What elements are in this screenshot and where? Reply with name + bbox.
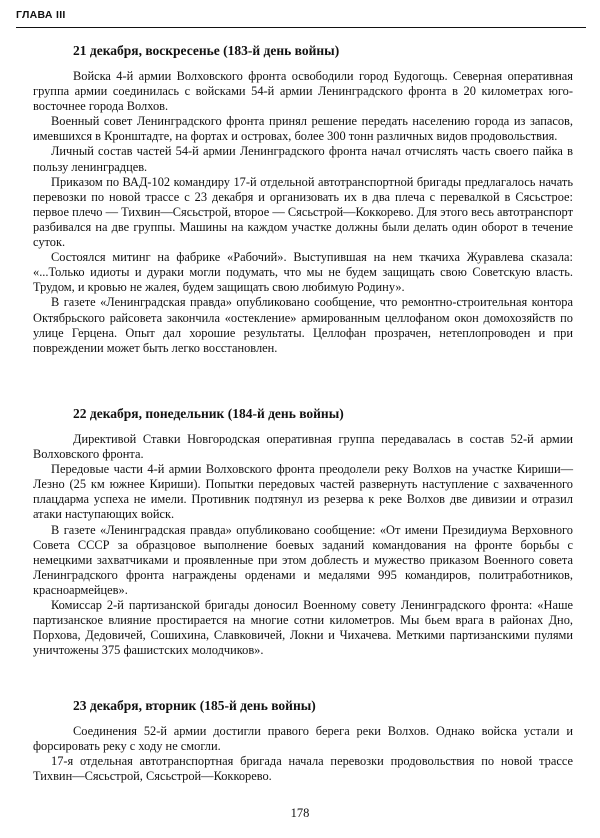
section-heading: 21 декабря, воскресенье (183-й день войны) (73, 43, 340, 58)
paragraph: Войска 4-й армии Волховского фронта освободили город Будогощь. Северная оперативная группа армии соединилась с войсками 54-й армии Ленинградского фронта в 20 километрах юго-восточнее города Волхов. (33, 69, 573, 114)
section-dec-21 (33, 42, 573, 356)
paragraph: Соединения 52-й армии достигли правого берега реки Волхов. Однако войска устали и форсировать реку с ходу не смогли. (33, 724, 573, 754)
section-dec-22 (33, 405, 573, 658)
paragraph: Приказом по ВАД-102 командиру 17-й отдельной автотранспортной бригады предлагалось начать перевозки по новой трассе с 23 декабря и организовать их в два плеча с перевалкой в Сясьстрое: первое плечо — Тихвин—Сясьстрой, второе — Сясьстрой—Коккорево. Для этого весь автотранспорт разбивался на две группы. Машины на каждом участке должны были делать один оборот в течение суток. (33, 174, 573, 250)
paragraph: Состоялся митинг на фабрике «Рабочий». Выступившая на нем ткачиха Журавлева сказала: «...Только идиоты и дураки могли подумать, что мы не будем защищать свою Советскую власть. Трудом, и кровью не жалея, будем защищать свою любимую Родину». (33, 250, 573, 295)
paragraph: Комиссар 2-й партизанской бригады доносил Военному совету Ленинградского фронта: «Наше партизанское влияние простирается на многие сотни километров. Мы бьем врага в районах Дно, Порхова, Дедовичей, Сошихина, Славковичей, Локни и Чихачева. Меткими партизанскими пулями уничтожены 375 фашистских молодчиков». (33, 598, 573, 658)
paragraph: Передовые части 4-й армии Волховского фронта преодолели реку Волхов на участке Кириши—Лезно (25 км южнее Кириши). Попытки передовых частей развернуть наступление с захваченного плацдарма успеха не имели. Противник подтянул из резерва к реке Волхов две дивизии и отразил атаки наступающих войск. (33, 462, 573, 522)
paragraph: Личный состав частей 54-й армии Ленинградского фронта начал отчислять часть своего пайка в пользу ленинградцев. (33, 144, 573, 174)
paragraph: Директивой Ставки Новгородская оперативная группа передавалась в состав 52-й армии Волховского фронта. (33, 432, 573, 462)
paragraph: В газете «Ленинградская правда» опубликовано сообщение: «От имени Президиума Верховного Совета СССР за образцовое выполнение боевых заданий командования на фронте борьбы с немецкими захватчиками и проявленные при этом доблесть и мужество приказом Военного совета Ленинградского фронта награждены орденами и медалями 995 командиров, политработников, красноармейцев». (33, 522, 573, 597)
section-heading: 22 декабря, понедельник (184-й день войны) (73, 406, 344, 421)
paragraph: Военный совет Ленинградского фронта принял решение передать населению города из запасов, имевшихся в Кронштадте, на фортах и островах, более 300 тонн различных видов продовольствия. (33, 114, 573, 144)
section-heading: 23 декабря, вторник (185-й день войны) (73, 698, 316, 713)
header-rule (16, 27, 586, 28)
section-dec-23 (33, 697, 573, 784)
paragraph: 17-я отдельная автотранспортная бригада начала перевозки продовольствия по новой трассе Тихвин—Сясьстрой, Сясьстрой—Коккорево. (33, 754, 573, 784)
paragraph: В газете «Ленинградская правда» опубликовано сообщение, что ремонтно-строительная контора Октябрьского райсовета закончила «остекление» армированным целлофаном окон домохозяйств по улице Герцена. Опыт дал хорошие результаты. Целлофан прозрачен, нетеплопроводен и при повреждении может быть легко восстановлен. (33, 295, 573, 355)
chapter-running-head: ГЛАВА III (16, 9, 66, 21)
page-number: 178 (290, 806, 310, 820)
